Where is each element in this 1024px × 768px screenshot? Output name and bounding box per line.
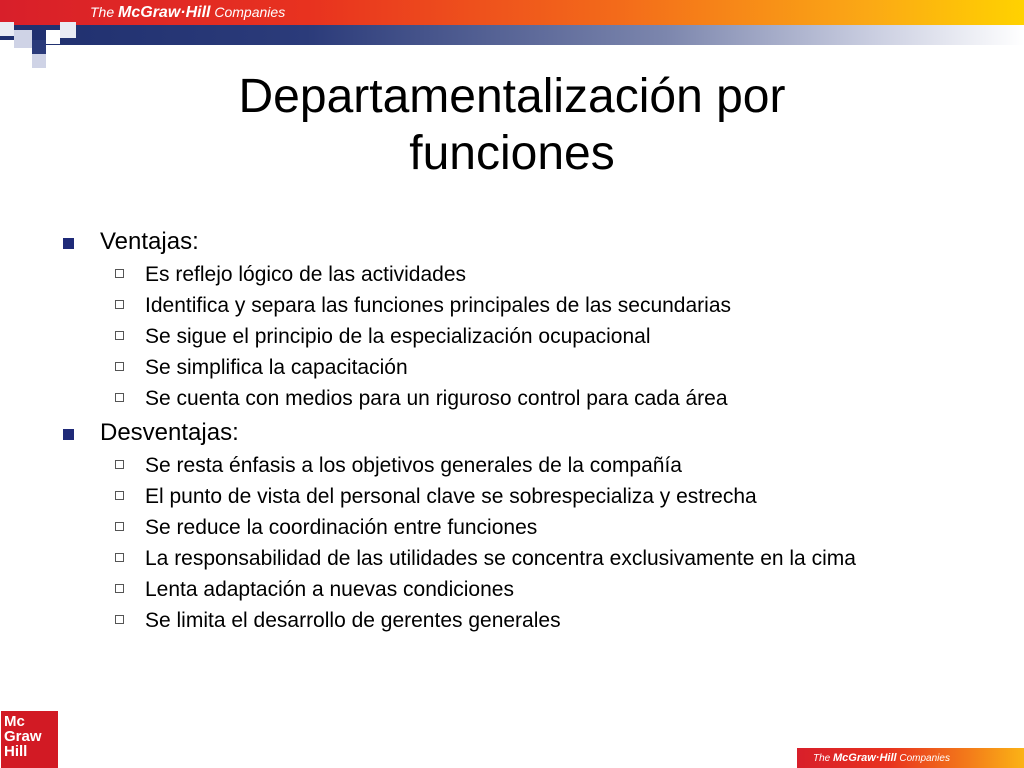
logo-line: Mc — [4, 713, 25, 730]
hollow-square-bullet-icon — [115, 383, 145, 402]
list-item — [115, 290, 980, 321]
top-brand-banner — [0, 0, 1024, 25]
decor-square — [32, 54, 46, 68]
square-bullet-icon — [60, 418, 100, 440]
footer-brand-prefix: The — [813, 753, 831, 764]
square-bullet-icon — [60, 227, 100, 249]
slide-title-line2: funciones — [409, 127, 615, 180]
decor-square — [0, 40, 14, 54]
slide-content — [60, 223, 980, 636]
hollow-square-bullet-icon — [115, 605, 145, 624]
section-heading — [60, 418, 980, 448]
list-item-text: Se simplifica la capacitación — [145, 356, 408, 379]
top-brand-text — [90, 3, 285, 22]
list-item — [115, 321, 980, 352]
navy-header-band — [0, 25, 1024, 45]
decor-square — [46, 30, 60, 44]
hollow-square-bullet-icon — [115, 450, 145, 469]
list-item-text: La responsabilidad de las utilidades se concentra exclusivamente en la cima — [145, 547, 856, 570]
footer-brand-name: McGraw·Hill — [833, 752, 897, 764]
footer-brand-suffix: Companies — [899, 753, 950, 764]
list-item-text: Se resta énfasis a los objetivos generales de la compañía — [145, 454, 682, 477]
slide-title — [100, 68, 924, 182]
hollow-square-bullet-icon — [115, 512, 145, 531]
footer-brand-text — [813, 751, 950, 766]
hollow-square-bullet-icon — [115, 259, 145, 278]
mcgraw-hill-logo — [1, 711, 58, 768]
logo-line: Hill — [4, 743, 28, 760]
logo-line: Graw — [4, 728, 42, 745]
list-item-text: Se cuenta con medios para un riguroso control para cada área — [145, 387, 728, 410]
hollow-square-bullet-icon — [115, 290, 145, 309]
list-item-text: Se sigue el principio de la especialización ocupacional — [145, 325, 651, 348]
section-label: Ventajas: — [100, 228, 199, 255]
brand-name: McGraw·Hill — [118, 4, 211, 21]
list-item-text: Es reflejo lógico de las actividades — [145, 263, 467, 286]
brand-suffix: Companies — [214, 4, 286, 20]
hollow-square-bullet-icon — [115, 481, 145, 500]
list-item — [115, 383, 980, 414]
section-heading — [60, 227, 980, 257]
hollow-square-bullet-icon — [115, 543, 145, 562]
list-item-text: El punto de vista del personal clave se sobrespecializa y estrecha — [145, 485, 757, 508]
decor-square — [0, 22, 14, 36]
brand-prefix: The — [90, 4, 115, 20]
hollow-square-bullet-icon — [115, 321, 145, 340]
list-item — [115, 574, 980, 605]
list-item — [115, 259, 980, 290]
list-item-text: Identifica y separa las funciones principales de las secundarias — [145, 294, 732, 317]
list-item-text: Lenta adaptación a nuevas condiciones — [145, 578, 514, 601]
section-label: Desventajas: — [100, 419, 239, 446]
list-item — [115, 450, 980, 481]
list-item-text: Se limita el desarrollo de gerentes generales — [145, 609, 561, 632]
decor-square — [60, 22, 76, 38]
list-item — [115, 352, 980, 383]
list-item — [115, 605, 980, 636]
decor-square — [14, 30, 32, 48]
hollow-square-bullet-icon — [115, 352, 145, 371]
footer-brand-banner — [797, 748, 1024, 768]
slide-title-line1: Departamentalización por — [238, 70, 786, 123]
list-item — [115, 481, 980, 512]
list-item-text: Se reduce la coordinación entre funciones — [145, 516, 538, 539]
list-item — [115, 512, 980, 543]
decor-square — [32, 40, 46, 54]
hollow-square-bullet-icon — [115, 574, 145, 593]
list-item — [115, 543, 980, 574]
